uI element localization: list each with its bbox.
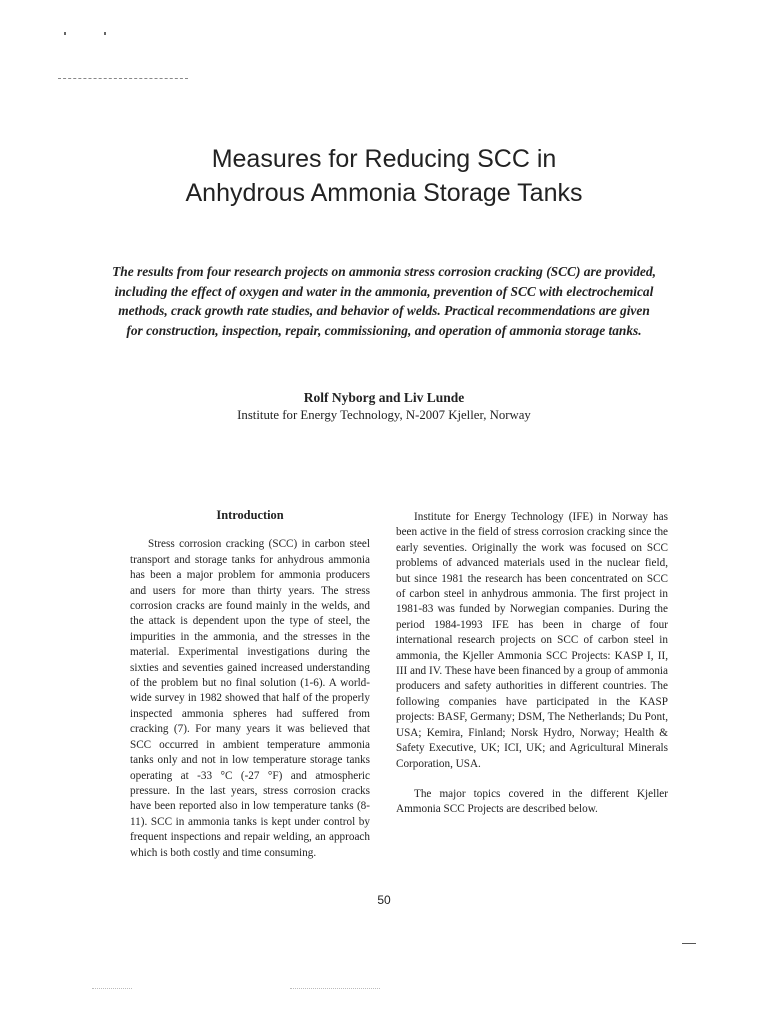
scan-speck: [104, 32, 106, 35]
paragraph: The major topics covered in the different Kjeller Ammonia SCC Projects are described below.: [396, 787, 668, 816]
right-column: [396, 510, 668, 818]
scan-artifact-specks: [290, 988, 380, 989]
paragraph: Institute for Energy Technology (IFE) in Norway has been active in the field of stress corrosion cracking since the early seventies. Originally the work was focused on SCC problems of advanced materials used in the nuclear field, but since 1981 the research has been concentrated on SCC of carbon steel in anhydrous ammonia. The first project in 1981-83 was funded by Norwegian companies. During the period 1984-1993 IFE has been in charge of four international research projects on SCC of carbon steel in ammonia, the Kjeller Ammonia SCC Projects: KASP I, II, III and IV. These have been financed by a group of ammonia producers and safety authorities in different countries. The following companies have participated in the KASP projects: BASF, Germany; DSM, The Netherlands; Du Pont, USA; Kemira, Finland; Norsk Hydro, Norway; Health & Safety Executive, UK; ICI, UK; and Agricultural Minerals Corporation, USA.: [396, 511, 668, 770]
title-line-1: Measures for Reducing SCC in: [211, 145, 557, 173]
scan-speck: [64, 32, 66, 35]
scan-artifact-specks: [92, 988, 132, 989]
scan-artifact-dash: [682, 943, 696, 944]
paragraph: Stress corrosion cracking (SCC) in carbon steel transport and storage tanks for anhydrous ammonia has been a major problem for ammonia producers and users for more than thirty years. The stress corrosion cracks are found mainly in the welds, and the attack is dependent upon the type of steel, the impurities in the ammonia, and the stresses in the material. Experimental investigations during the sixties and seventies gained increased understanding of the problem but no final solution (1-6). A world-wide survey in 1982 showed that half of the properly inspected ammonia spheres had suffered from cracking (7). For many years it was believed that SCC occurred in ambient temperature ammonia tanks only and not in low temperature storage tanks operating at -33 °C (-27 °F) and atmospheric pressure. In the last years, stress corrosion cracks have been reported also in low temperature tanks (8-11). SCC in ammonia tanks is kept under control by frequent inspections and repair welding, an approach which is both costly and time consuming.: [130, 538, 370, 859]
scan-artifact-line: [58, 78, 188, 79]
paper-title: [60, 142, 708, 210]
title-line-2: Anhydrous Ammonia Storage Tanks: [185, 179, 583, 207]
abstract: The results from four research projects on ammonia stress corrosion cracking (SCC) are provided, including the effect of oxygen and water in the ammonia, prevention of SCC with electrochemical methods, crack growth rate studies, and behavior of welds. Practical recommendations are given for construction, inspection, repair, commissioning, and operation of ammonia storage tanks.: [112, 264, 656, 338]
affiliation: Institute for Energy Technology, N-2007 Kjeller, Norway: [237, 408, 531, 422]
authors: Rolf Nyborg and Liv Lunde: [303, 390, 465, 405]
section-heading-introduction: Introduction: [216, 508, 284, 522]
page-number: 50: [377, 893, 391, 907]
left-column: [130, 508, 370, 861]
